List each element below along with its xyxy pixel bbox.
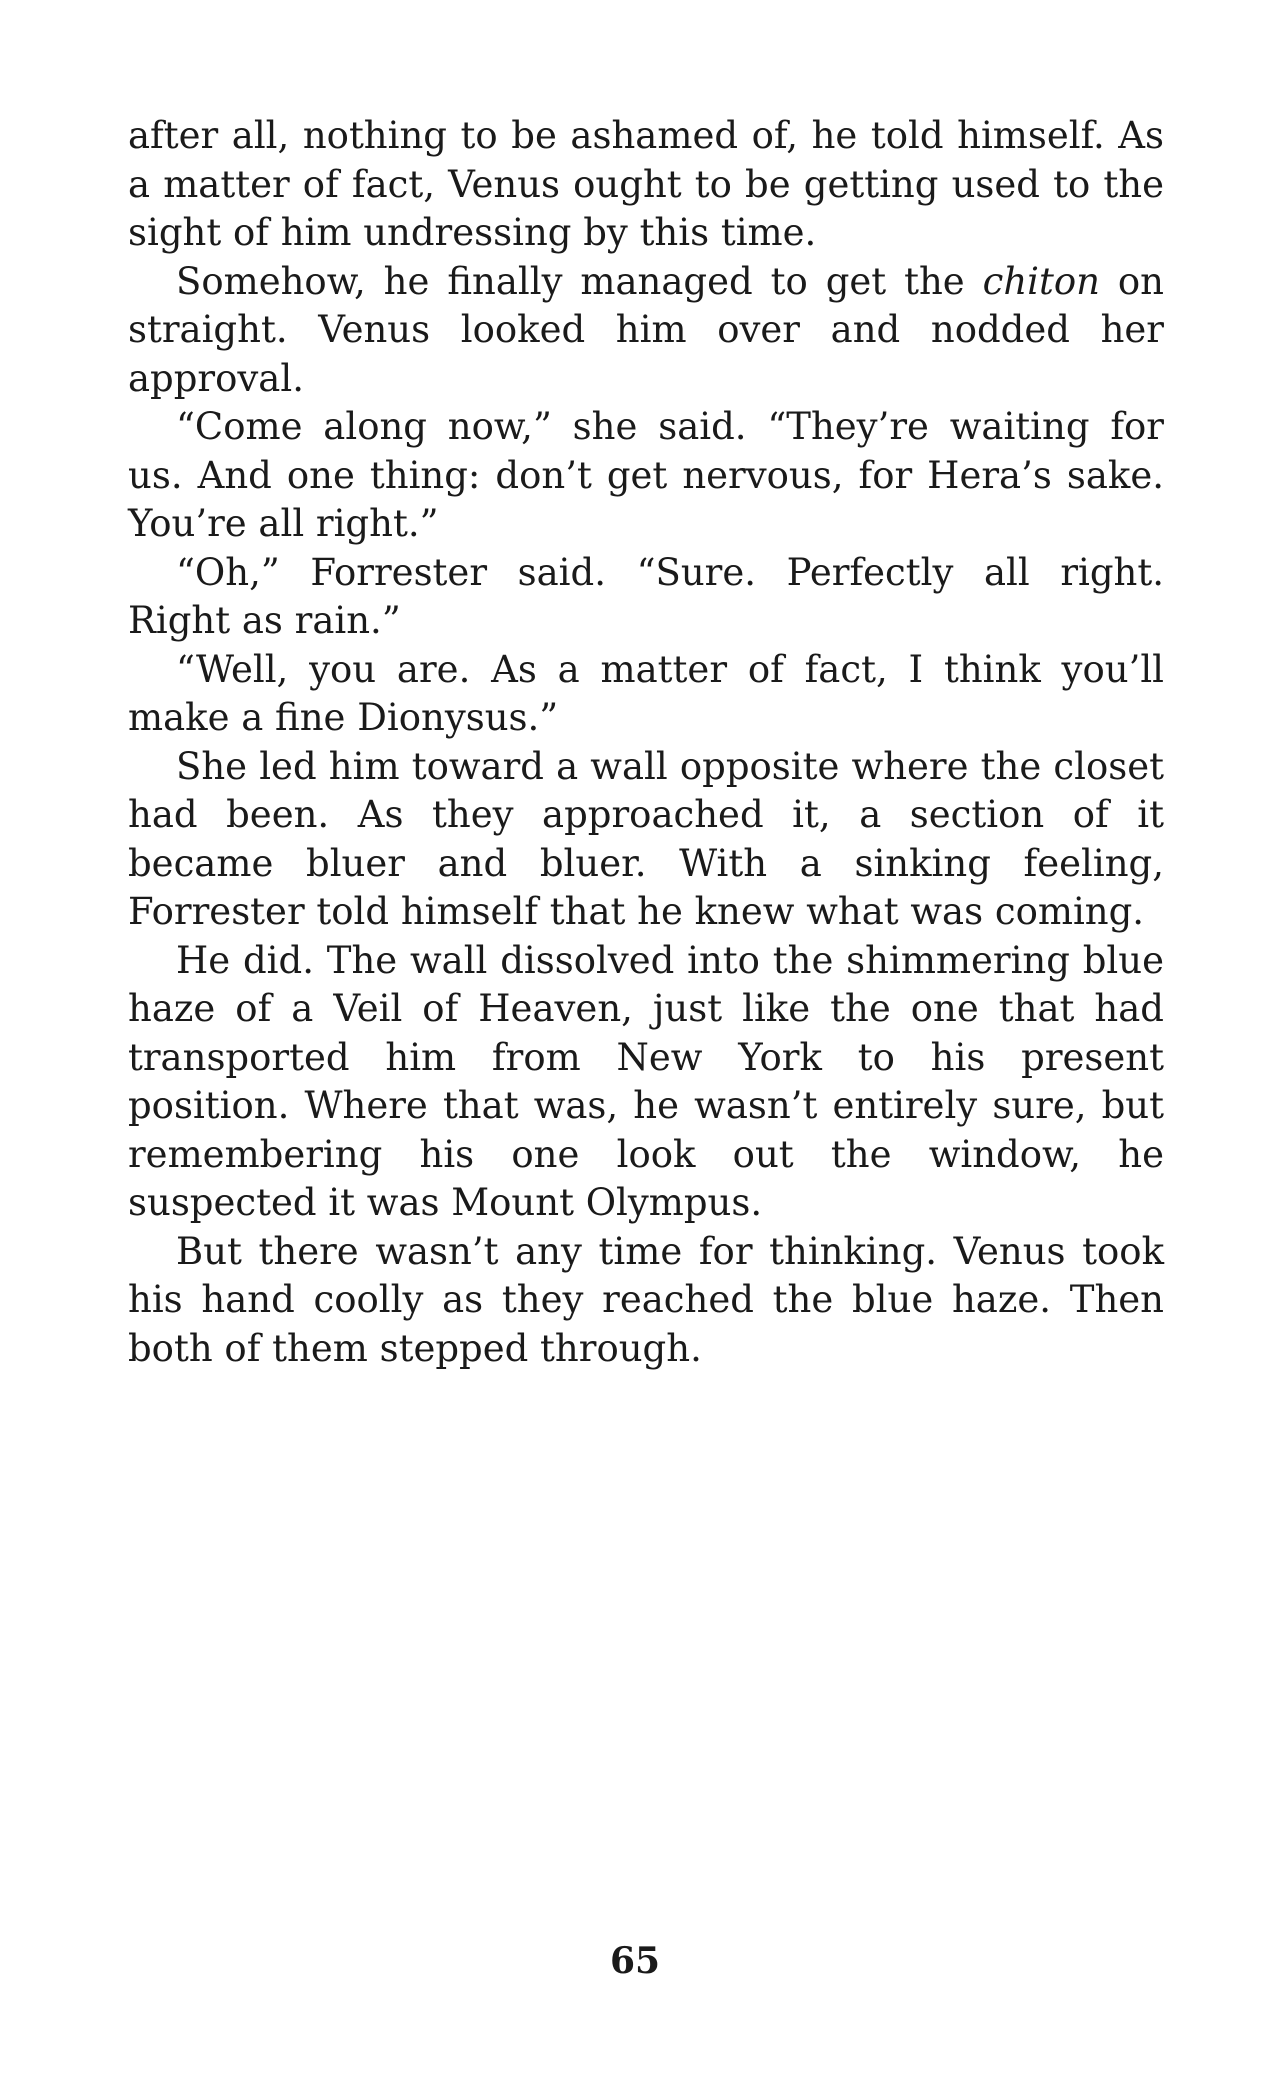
paragraph-2-after: on straight. Venus looked him over and nodded her approval.: [128, 259, 1165, 400]
paragraph-2: [128, 258, 1164, 404]
page-number: 65: [609, 1940, 661, 1982]
paragraph-5: “Well, you are. As a matter of fact, I think you’ll make a fine Dionysus.”: [128, 647, 1164, 739]
paragraph-6: She led him toward a wall opposite where the closet had been. As they approached it, a section of it became bluer and bluer. With a sinking feeling, Forrester told himself that he knew what was coming.: [128, 744, 1164, 933]
paragraph-2-before: Somehow, he finally managed to get the: [176, 259, 983, 303]
body-text: [128, 112, 1164, 1373]
paragraph-4: “Oh,” Forrester said. “Sure. Perfectly all right. Right as rain.”: [128, 550, 1164, 642]
paragraph-1: after all, nothing to be ashamed of, he told himself. As a matter of fact, Venus ought to be getting used to the sight of him undressing by this time.: [128, 114, 1164, 254]
paragraph-8: But there wasn’t any time for thinking. Venus took his hand coolly as they reached the blue haze. Then both of them stepped through.: [128, 1229, 1164, 1370]
paragraph-7: He did. The wall dissolved into the shimmering blue haze of a Veil of Heaven, just like the one that had transported him from New York to his present position. Where that was, he wasn’t entirely sure, but remembering his one look out the window, he suspected it was Mount Olympus.: [128, 938, 1164, 1224]
paragraph-2-emphasis: chiton: [982, 259, 1100, 303]
paragraph-3: “Come along now,” she said. “They’re waiting for us. And one thing: don’t get nervous, for Hera’s sake. You’re all right.”: [128, 405, 1164, 545]
